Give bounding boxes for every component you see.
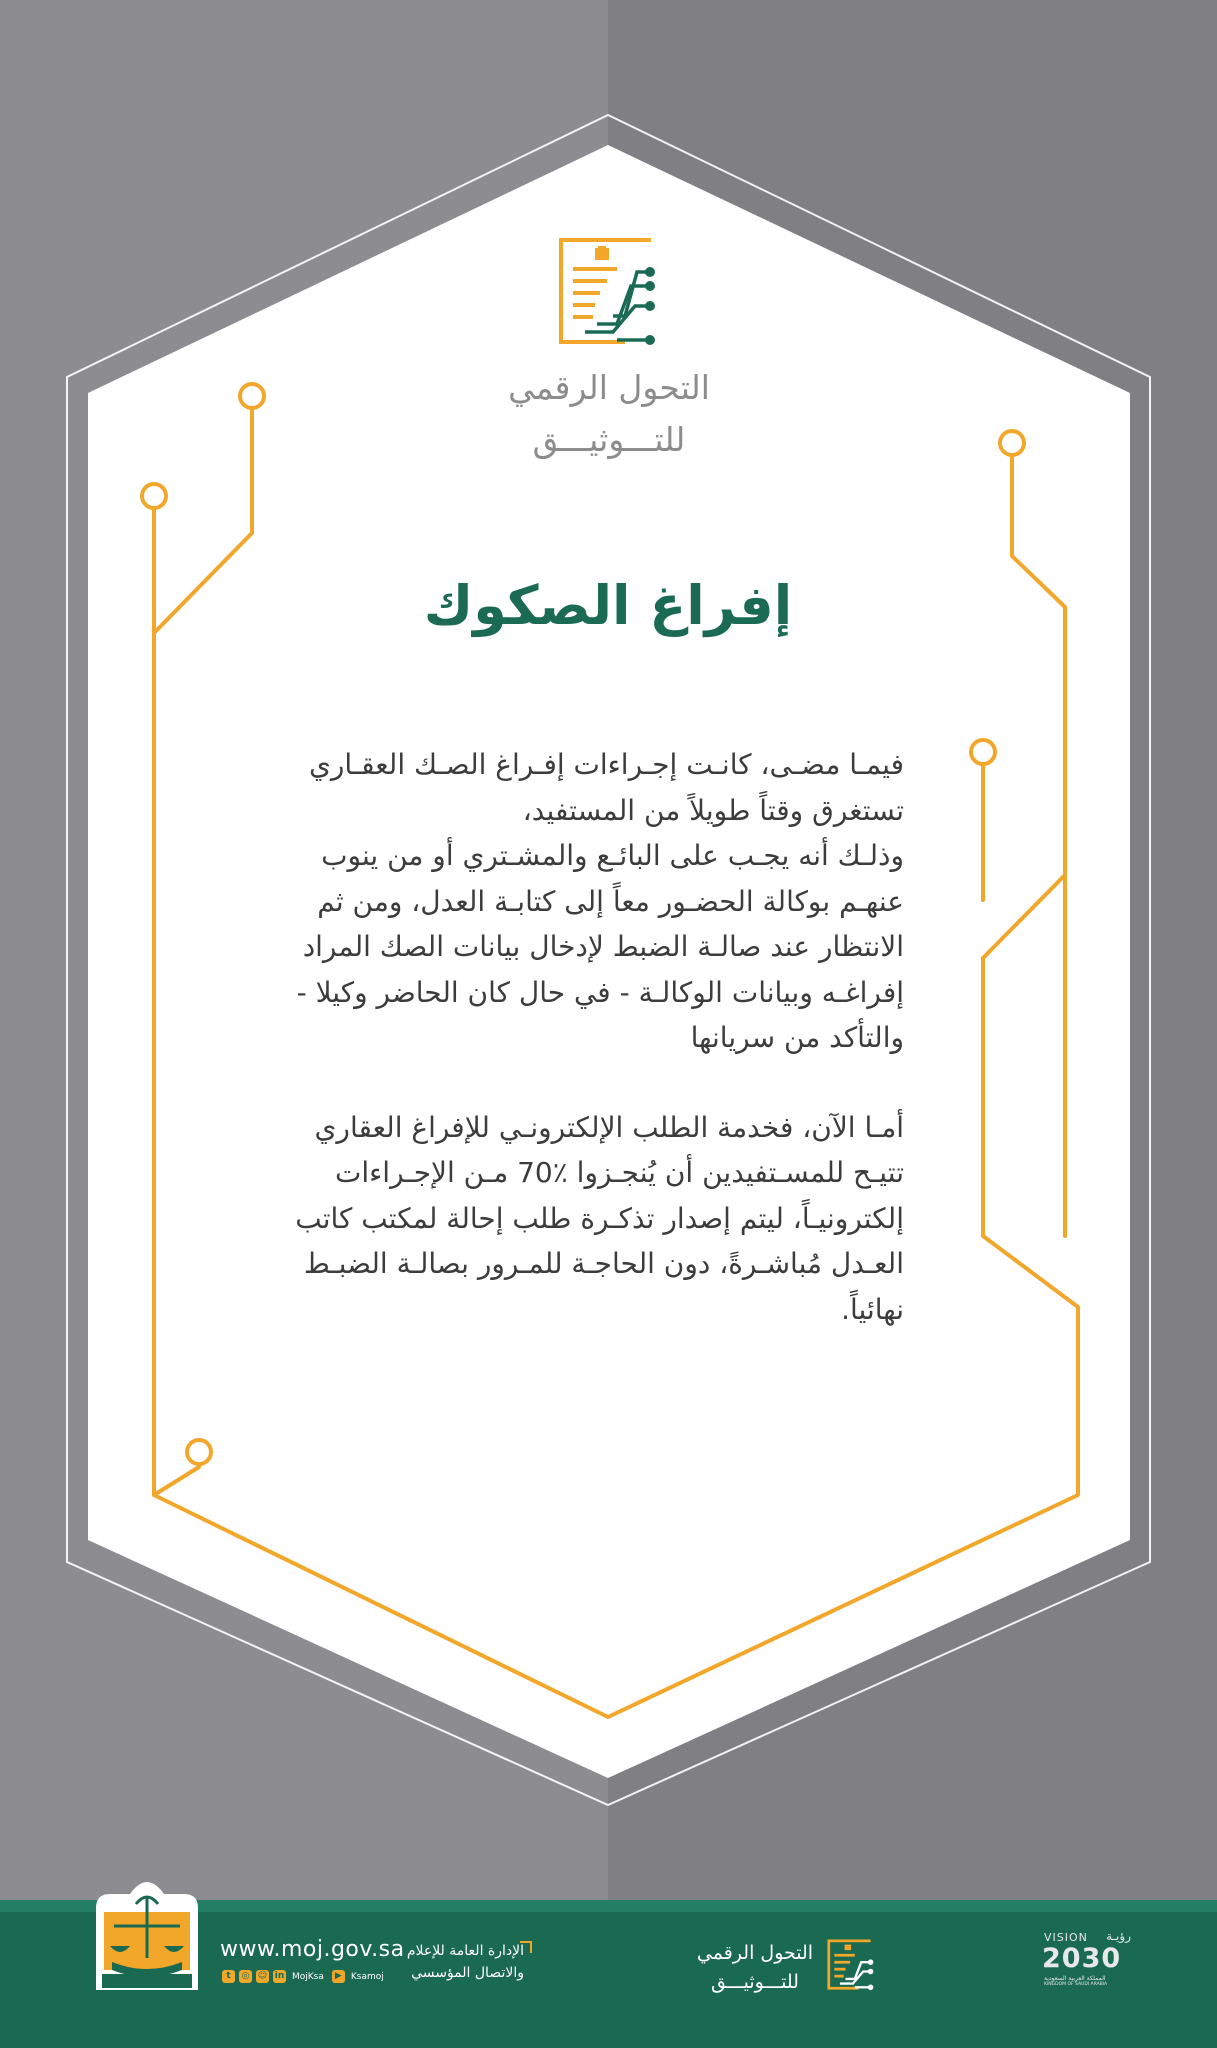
- website-link[interactable]: www.moj.gov.sa: [220, 1937, 405, 1962]
- circuit-node: [142, 484, 166, 508]
- social-handle: Ksamoj: [350, 1971, 384, 1982]
- paragraph-now: [270, 1105, 904, 1333]
- text-line: وذلـك أنه يجـب على البائـع والمشـتري أو من ينوب: [321, 839, 904, 872]
- text-line: تستغرق وقتاً طويلاً من المستفيد،: [522, 793, 904, 827]
- linkedin-icon[interactable]: in: [274, 1971, 285, 1981]
- text-line: تتيـح للمسـتفيدين أن يُنجـزوا ٪70 مـن الإجـراءات: [334, 1156, 904, 1189]
- vision-kingdom-arabic: المملكة العربية السعودية: [1044, 1975, 1106, 1982]
- footer-brand-line1: التحول الرقمي: [696, 1942, 814, 1964]
- department-line1: الإدارة العامة للإعلام: [406, 1943, 524, 1959]
- vision-kingdom-english: KINGDOM OF SAUDI ARABIA: [1044, 1982, 1108, 1987]
- footer-brand-name: [690, 1939, 820, 1997]
- ministry-of-justice-emblem-icon: [92, 1866, 202, 1992]
- footer-brand-line2: للتـــوثيـــق: [711, 1971, 799, 1993]
- department-name: [398, 1940, 524, 1984]
- social-links: [222, 1970, 388, 1983]
- snapchat-icon[interactable]: ☺: [257, 1971, 268, 1981]
- circuit-node: [187, 1440, 211, 1464]
- text-line: نهائياً.: [841, 1292, 904, 1326]
- text-line: والتأكد من سريانها: [690, 1021, 904, 1054]
- brand-name: [408, 362, 810, 466]
- text-line: أمـا الآن، فخدمة الطلب الإلكترونـي للإفراغ العقاري: [314, 1110, 904, 1144]
- paragraph-past: [270, 742, 904, 1061]
- instagram-icon[interactable]: ◎: [239, 1970, 252, 1983]
- vision-2030-logo: [1040, 1931, 1135, 1991]
- text-line: إفراغـه وبيانات الوكالـة - في حال كان الحاضر وكيلا -: [296, 975, 904, 1009]
- body-text: [270, 742, 904, 1332]
- text-line: العـدل مُباشـرةً، دون الحاجـة للمـرور بصالـة الضبـط: [303, 1247, 904, 1280]
- circuit-node: [240, 384, 264, 408]
- circuit-node: [1000, 431, 1024, 455]
- text-line: إلكترونيـاً، ليتم إصدار تذكـرة طلب إحالة لمكتب كاتب: [295, 1201, 904, 1235]
- vision-arabic-label: رؤيـة: [1106, 1929, 1131, 1943]
- text-line: فيمـا مضـى، كانـت إجـراءات إفـراغ الصـك العقـاري: [308, 748, 904, 781]
- twitter-icon[interactable]: t: [222, 1970, 235, 1983]
- youtube-icon[interactable]: ▶: [332, 1970, 345, 1983]
- digital-transformation-logo-icon: [555, 236, 667, 348]
- page-title: إفراغ الصكوك: [423, 574, 793, 637]
- vision-year: 2030: [1042, 1943, 1122, 1974]
- circuit-node: [971, 740, 995, 764]
- brand-name-line2: للتـــوثيـــق: [532, 420, 686, 459]
- social-handle: MojKsa: [292, 1971, 324, 1982]
- department-corner-mark: [520, 1941, 532, 1953]
- department-line2: والاتصال المؤسسي: [411, 1965, 524, 1981]
- brand-name-line1: التحول الرقمي: [508, 368, 710, 407]
- text-line: عنهـم بوكالة الحضـور معاً إلى كتابـة العدل، ومن ثم: [317, 884, 904, 918]
- vision-label: VISION: [1044, 1931, 1088, 1944]
- footer-brand-logo-icon: [826, 1939, 878, 1991]
- text-line: الانتظار عند صالـة الضبط لإدخال بيانات الصك المراد: [302, 930, 904, 963]
